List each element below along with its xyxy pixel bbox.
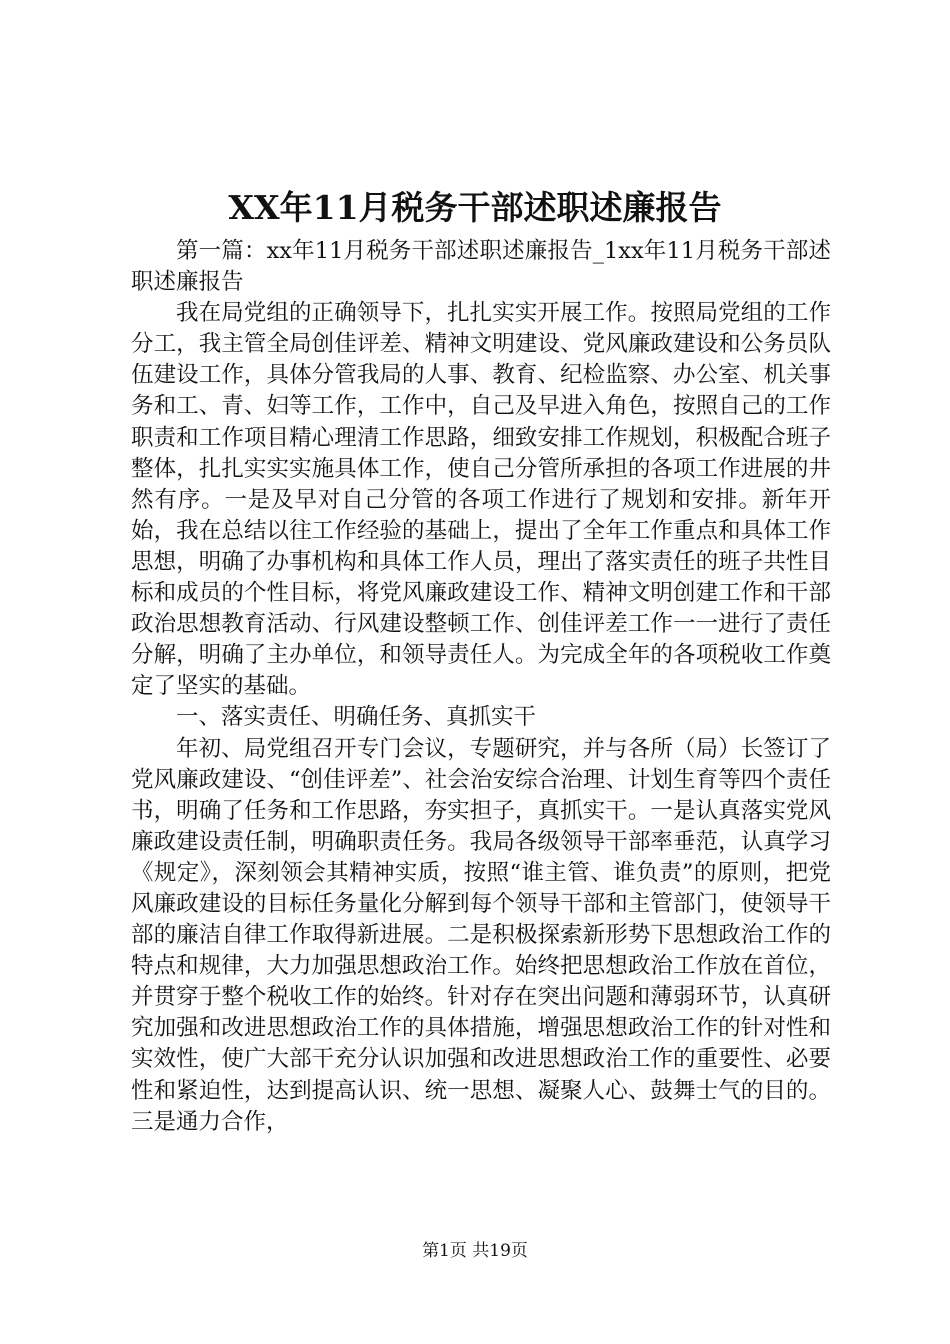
paragraph-subtitle: 第一篇：xx年11月税务干部述职述廉报告_1xx年11月税务干部述职述廉报告 [131,238,831,296]
document-body [131,236,831,1138]
section-heading: 一、落实责任、明确任务、真抓实干 [176,704,537,731]
page-footer: 第1页 共19页 [422,1241,528,1261]
paragraph-intro: 我在局党组的正确领导下，扎扎实实开展工作。按照局党组的工作分工，我主管全局创佳评差、精神文明建设、党风廉政建设和公务员队伍建设工作，具体分管我局的人事、教育、纪检监察、办公室、机关事务和工、青、妇等工作，工作中，自己及早进入角色，按照自己的工作职责和工作项目精心理清工作思路，细致安排工作规划，积极配合班子整体，扎扎实实实施具体工作，使自己分管所承担的各项工作进展的井然有序。一是及早对自己分管的各项工作进行了规划和安排。新年开始，我在总结以往工作经验的基础上，提出了全年工作重点和具体工作思想，明确了办事机构和具体工作人员，理出了落实责任的班子共性目标和成员的个性目标，将党风廉政建设工作、精神文明创建工作和干部政治思想教育活动、行风建设整顿工作、创佳评差工作一一进行了责任分解，明确了主办单位，和领导责任人。为完成全年的各项税收工作奠定了坚实的基础。 [131,300,831,700]
document-title: XX年11月税务干部述职述廉报告 [228,188,722,227]
paragraph-section-one: 年初、局党组召开专门会议，专题研究，并与各所（局）长签订了党风廉政建设、“创佳评差”、社会治安综合治理、计划生育等四个责任书，明确了任务和工作思路，夯实担子，真抓实干。一是认真落实党风廉政建设责任制，明确职责任务。我局各级领导干部率垂范，认真学习《规定》，深刻领会其精神实质，按照“谁主管、谁负责”的原则，把党风廉政建设的目标任务量化分解到每个领导干部和主管部门，使领导干部的廉洁自律工作取得新进展。二是积极探索新形势下思想政治工作的特点和规律，大力加强思想政治工作。始终把思想政治工作放在首位，并贯穿于整个税收工作的始终。针对存在突出问题和薄弱环节，认真研究加强和改进思想政治工作的具体措施，增强思想政治工作的针对性和实效性，使广大部干充分认识加强和改进思想政治工作的重要性、必要性和紧迫性，达到提高认识、统一思想、凝聚人心、鼓舞士气的目的。三是通力合作， [131,735,831,1135]
